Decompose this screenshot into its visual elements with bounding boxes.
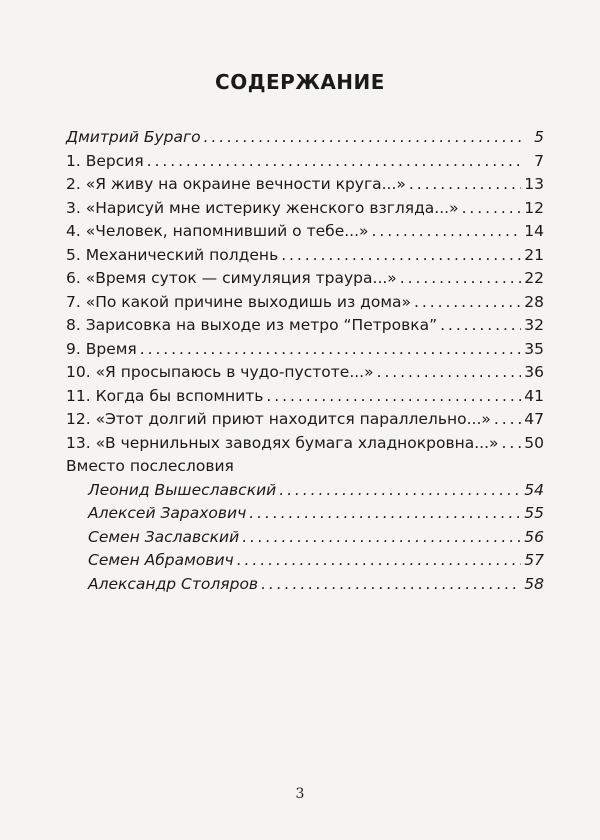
toc-entry-page: 12: [524, 198, 544, 217]
toc-entry-page: 54: [524, 480, 544, 499]
toc-entry: [66, 385, 544, 409]
toc-entry-label: Дмитрий Бураго: [66, 128, 201, 146]
toc-leader-dots: [409, 173, 521, 197]
toc-entry-page: 58: [524, 574, 544, 593]
toc-leader-dots: [502, 432, 522, 456]
toc-entry-page: 7: [534, 151, 544, 170]
toc-leader-dots: [266, 385, 521, 409]
toc-entry-page: 32: [524, 316, 544, 334]
toc-entry-page: 35: [524, 339, 544, 358]
toc-leader-dots: [279, 479, 521, 503]
toc-leader-dots: [281, 244, 521, 268]
toc-leader-dots: [440, 314, 521, 338]
toc-entry: [66, 173, 544, 197]
toc-entry-label: 6. «Время суток — симуляция траура...»: [66, 269, 397, 287]
toc-entry: [66, 502, 544, 526]
toc-leader-dots: [249, 502, 521, 526]
toc-entry: [66, 244, 544, 268]
toc-entry-label: Семен Абрамович: [88, 551, 234, 569]
toc-leader-dots: [204, 126, 521, 150]
toc-entry-page: 14: [524, 222, 544, 240]
toc-entry: [66, 220, 544, 244]
toc-entry-page: 56: [524, 527, 544, 546]
table-of-contents: [66, 126, 544, 596]
toc-entry-label: Леонид Вышеславский: [88, 480, 277, 499]
toc-entry-label: Александр Столяров: [88, 574, 259, 593]
toc-entry-label: 12. «Этот долгий приют находится параллельно...»: [66, 410, 491, 428]
toc-entry: [66, 267, 544, 291]
toc-entry-label: 1. Версия: [66, 151, 144, 170]
toc-entry-page: 47: [524, 410, 544, 428]
toc-entry: [66, 408, 544, 432]
toc-leader-dots: [372, 220, 521, 244]
page-number: 3: [295, 786, 305, 802]
toc-entry-label: 9. Время: [66, 339, 137, 358]
toc-entry-page: 57: [524, 551, 544, 569]
toc-entry-label: 7. «По какой причине выходишь из дома»: [66, 292, 412, 311]
toc-entry-label: 10. «Я просыпаюсь в чудо-пустоте...»: [66, 363, 374, 381]
toc-entry-label: Алексей Зарахович: [88, 504, 247, 522]
toc-entry: [66, 361, 544, 385]
toc-entry: [66, 573, 544, 597]
page-title: СОДЕРЖАНИЕ: [215, 70, 385, 94]
toc-entry-page: 50: [524, 433, 544, 452]
toc-entry: [66, 432, 544, 456]
toc-leader-dots: [242, 526, 521, 550]
toc-entry-label: 2. «Я живу на окраине вечности круга...»: [66, 175, 406, 193]
toc-leader-dots: [237, 549, 521, 573]
toc-leader-dots: [414, 291, 521, 315]
toc-entry: [66, 126, 544, 150]
toc-entry-page: 13: [524, 175, 544, 193]
toc-entry-page: 41: [524, 386, 544, 405]
toc-entry-page: 36: [524, 363, 544, 381]
toc-entry: [66, 150, 544, 174]
toc-entry-label: Вместо послесловия: [66, 457, 234, 475]
toc-entry-label: Семен Заславский: [88, 527, 240, 546]
toc-entry-label: 13. «В чернильных заводях бумага хладнокровна...»: [66, 433, 499, 452]
toc-entry-page: 55: [524, 504, 544, 522]
toc-entry: [66, 338, 544, 362]
toc-leader-dots: [377, 361, 521, 385]
toc-entry: [66, 291, 544, 315]
toc-entry: [66, 526, 544, 550]
toc-leader-dots: [147, 150, 521, 174]
toc-leader-dots: [494, 408, 521, 432]
toc-leader-dots: [400, 267, 521, 291]
toc-entry: [66, 314, 544, 338]
toc-entry-page: 22: [524, 269, 544, 287]
toc-leader-dots: [140, 338, 521, 362]
toc-entry-label: 11. Когда бы вспомнить: [66, 386, 264, 405]
toc-entry-label: 3. «Нарисуй мне истерику женского взгляда...»: [66, 198, 459, 217]
toc-entry: [66, 197, 544, 221]
toc-leader-dots: [261, 573, 521, 597]
toc-entry: [66, 479, 544, 503]
toc-entry-label: 5. Механический полдень: [66, 245, 279, 264]
toc-entry-page: 28: [524, 292, 544, 311]
toc-entry-page: 21: [524, 245, 544, 264]
toc-entry-label: 4. «Человек, напомнивший о тебе...»: [66, 222, 369, 240]
toc-entry: [66, 549, 544, 573]
toc-entry-page: 5: [534, 128, 544, 146]
toc-entry: [66, 455, 544, 479]
toc-leader-dots: [462, 197, 521, 221]
toc-entry-label: 8. Зарисовка на выходе из метро “Петровка”: [66, 316, 438, 334]
